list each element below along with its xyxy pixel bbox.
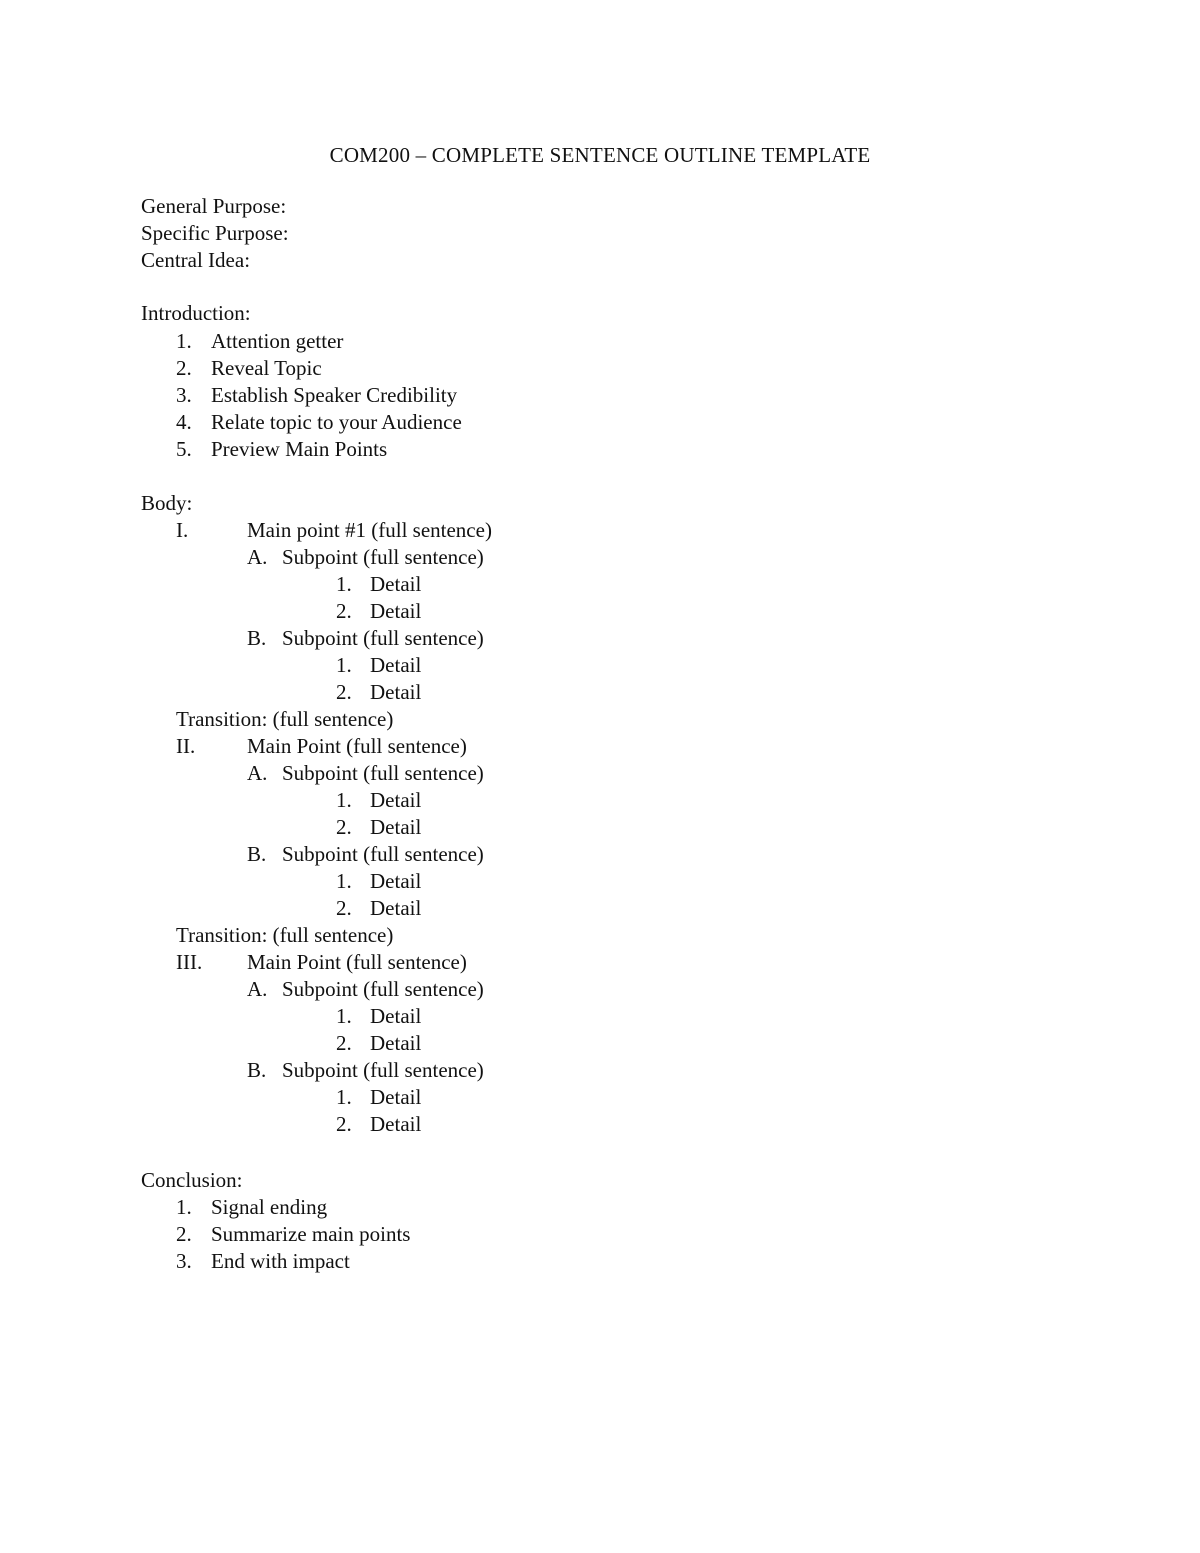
introduction-item-number: 1. [176,329,192,353]
main-point-number: II. [176,734,196,758]
detail-number: 1. [336,653,352,677]
introduction-item-text: Establish Speaker Credibility [211,383,458,407]
introduction-item-text: Attention getter [211,329,344,353]
conclusion-heading-text: Conclusion: [141,1168,243,1192]
introduction-item-number: 3. [176,383,192,407]
subpoint-number: A. [247,977,268,1001]
detail-number: 2. [336,896,352,920]
detail-text: Detail [370,788,422,812]
transition-text: Transition: (full sentence) [176,923,394,947]
detail-text: Detail [370,680,422,704]
conclusion-item-text: End with impact [211,1249,350,1273]
detail-number: 2. [336,815,352,839]
transition-text: Transition: (full sentence) [176,707,394,731]
header-field-text: Central Idea: [141,248,251,272]
detail-text: Detail [370,1112,422,1136]
detail-number: 1. [336,788,352,812]
detail-text: Detail [370,869,422,893]
detail-text: Detail [370,599,422,623]
subpoint-text: Subpoint (full sentence) [282,545,484,569]
detail-number: 1. [336,572,352,596]
body-heading-text: Body: [141,491,193,515]
conclusion-item-number: 1. [176,1195,192,1219]
detail-text: Detail [370,815,422,839]
detail-number: 2. [336,1112,352,1136]
introduction-item-number: 5. [176,437,192,461]
conclusion-item-text: Summarize main points [211,1222,411,1246]
detail-number: 2. [336,599,352,623]
subpoint-number: B. [247,626,267,650]
detail-number: 1. [336,1004,352,1028]
detail-text: Detail [370,1004,422,1028]
subpoint-number: A. [247,761,268,785]
introduction-heading-text: Introduction: [141,301,251,325]
subpoint-number: A. [247,545,268,569]
detail-text: Detail [370,572,422,596]
subpoint-text: Subpoint (full sentence) [282,977,484,1001]
detail-text: Detail [370,1031,422,1055]
main-point-text: Main point #1 (full sentence) [247,518,492,542]
conclusion-item-text: Signal ending [211,1195,328,1219]
main-point-number: III. [176,950,203,974]
subpoint-text: Subpoint (full sentence) [282,626,484,650]
conclusion-item-number: 2. [176,1222,192,1246]
detail-number: 1. [336,1085,352,1109]
header-field-text: General Purpose: [141,194,287,218]
introduction-item-text: Reveal Topic [211,356,322,380]
introduction-item-number: 2. [176,356,192,380]
page-title: COM200 – COMPLETE SENTENCE OUTLINE TEMPLATE [329,143,871,167]
header-field-text: Specific Purpose: [141,221,289,245]
subpoint-number: B. [247,1058,267,1082]
detail-number: 2. [336,680,352,704]
detail-number: 2. [336,1031,352,1055]
subpoint-text: Subpoint (full sentence) [282,842,484,866]
main-point-number: I. [176,518,189,542]
subpoint-number: B. [247,842,267,866]
detail-text: Detail [370,1085,422,1109]
main-point-text: Main Point (full sentence) [247,950,467,974]
detail-number: 1. [336,869,352,893]
detail-text: Detail [370,653,422,677]
introduction-item-text: Relate topic to your Audience [211,410,462,434]
subpoint-text: Subpoint (full sentence) [282,1058,484,1082]
introduction-item-text: Preview Main Points [211,437,388,461]
detail-text: Detail [370,896,422,920]
subpoint-text: Subpoint (full sentence) [282,761,484,785]
introduction-item-number: 4. [176,410,192,434]
main-point-text: Main Point (full sentence) [247,734,467,758]
conclusion-item-number: 3. [176,1249,192,1273]
